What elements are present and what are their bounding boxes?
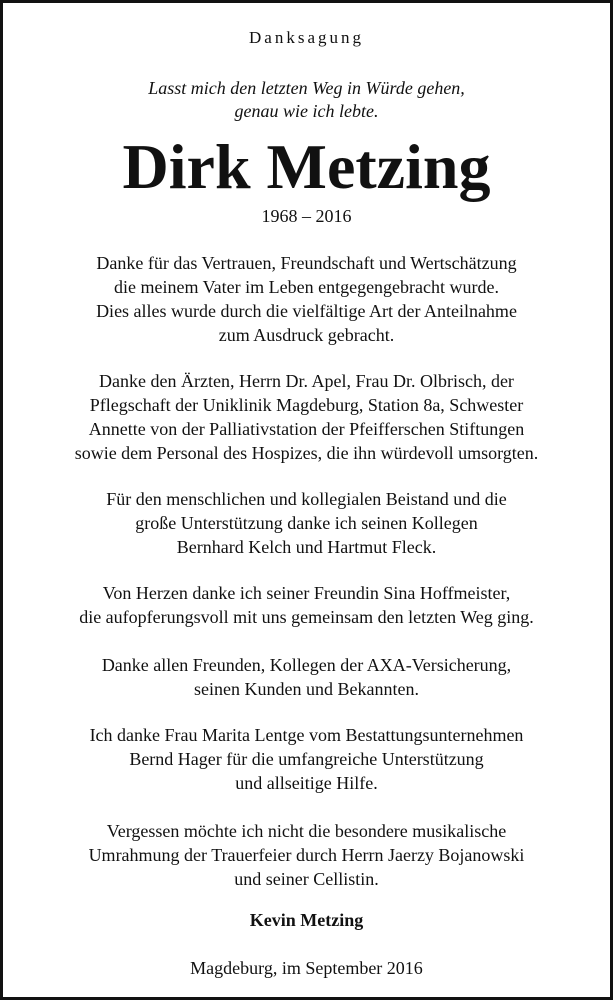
paragraph-line: Dies alles wurde durch die vielfältige Art der Anteilnahme — [96, 301, 517, 321]
paragraph-line: Von Herzen danke ich seiner Freundin Sina Hoffmeister, — [102, 583, 511, 603]
paragraph-line: Danke allen Freunden, Kollegen der AXA-Versicherung, — [101, 655, 512, 675]
paragraph-line: sowie dem Personal des Hospizes, die ihn würdevoll umsorgten. — [74, 443, 539, 463]
paragraph-line: Vergessen möchte ich nicht die besondere musikalische — [106, 821, 507, 841]
thanks-paragraph-girlfriend — [3, 581, 610, 629]
paragraph-line: Danke für das Vertrauen, Freundschaft und Wertschätzung — [96, 253, 517, 273]
motto-line: genau wie ich lebte. — [234, 101, 379, 121]
paragraph-line: Ich danke Frau Marita Lentge vom Bestattungsunternehmen — [89, 725, 524, 745]
paragraph-line: Umrahmung der Trauerfeier durch Herrn Jaerzy Bojanowski — [88, 845, 525, 865]
thanks-paragraph-trust — [3, 251, 610, 347]
paragraph-line: Für den menschlichen und kollegialen Beistand und die — [106, 489, 507, 509]
paragraph-line: Bernd Hager für die umfangreiche Unterstützung — [129, 749, 484, 769]
paragraph-line: zum Ausdruck gebracht. — [218, 325, 395, 345]
signature-name: Kevin Metzing — [249, 910, 364, 930]
paragraph-line: Annette von der Palliativstation der Pfeifferschen Stiftungen — [88, 419, 525, 439]
thanks-paragraph-doctors — [3, 369, 610, 465]
paragraph-line: Pflegschaft der Uniklinik Magdeburg, Station 8a, Schwester — [89, 395, 524, 415]
life-years: 1968 – 2016 — [261, 206, 352, 226]
paragraph-line: und allseitige Hilfe. — [235, 773, 378, 793]
paragraph-line: die aufopferungsvoll mit uns gemeinsam den letzten Weg ging. — [79, 607, 534, 627]
paragraph-line: Danke den Ärzten, Herrn Dr. Apel, Frau Dr. Olbrisch, der — [99, 371, 514, 391]
paragraph-line: große Unterstützung danke ich seinen Kollegen — [135, 513, 478, 533]
deceased-name: Dirk Metzing — [122, 131, 491, 202]
motto-quote — [3, 77, 610, 123]
place-and-date: Magdeburg, im September 2016 — [190, 958, 423, 978]
thanks-paragraph-music — [3, 819, 610, 891]
paragraph-line: Bernhard Kelch und Hartmut Fleck. — [176, 537, 437, 557]
paragraph-line: seinen Kunden und Bekannten. — [194, 679, 419, 699]
paragraph-line: und seiner Cellistin. — [234, 869, 379, 889]
thanks-paragraph-colleagues — [3, 487, 610, 559]
thanks-paragraph-friends — [3, 653, 610, 701]
notice-heading: Danksagung — [249, 28, 364, 47]
thanks-paragraph-funeral-home — [3, 723, 610, 795]
paragraph-line: die meinem Vater im Leben entgegengebracht wurde. — [113, 277, 499, 297]
motto-line: Lasst mich den letzten Weg in Würde gehen, — [148, 78, 465, 98]
